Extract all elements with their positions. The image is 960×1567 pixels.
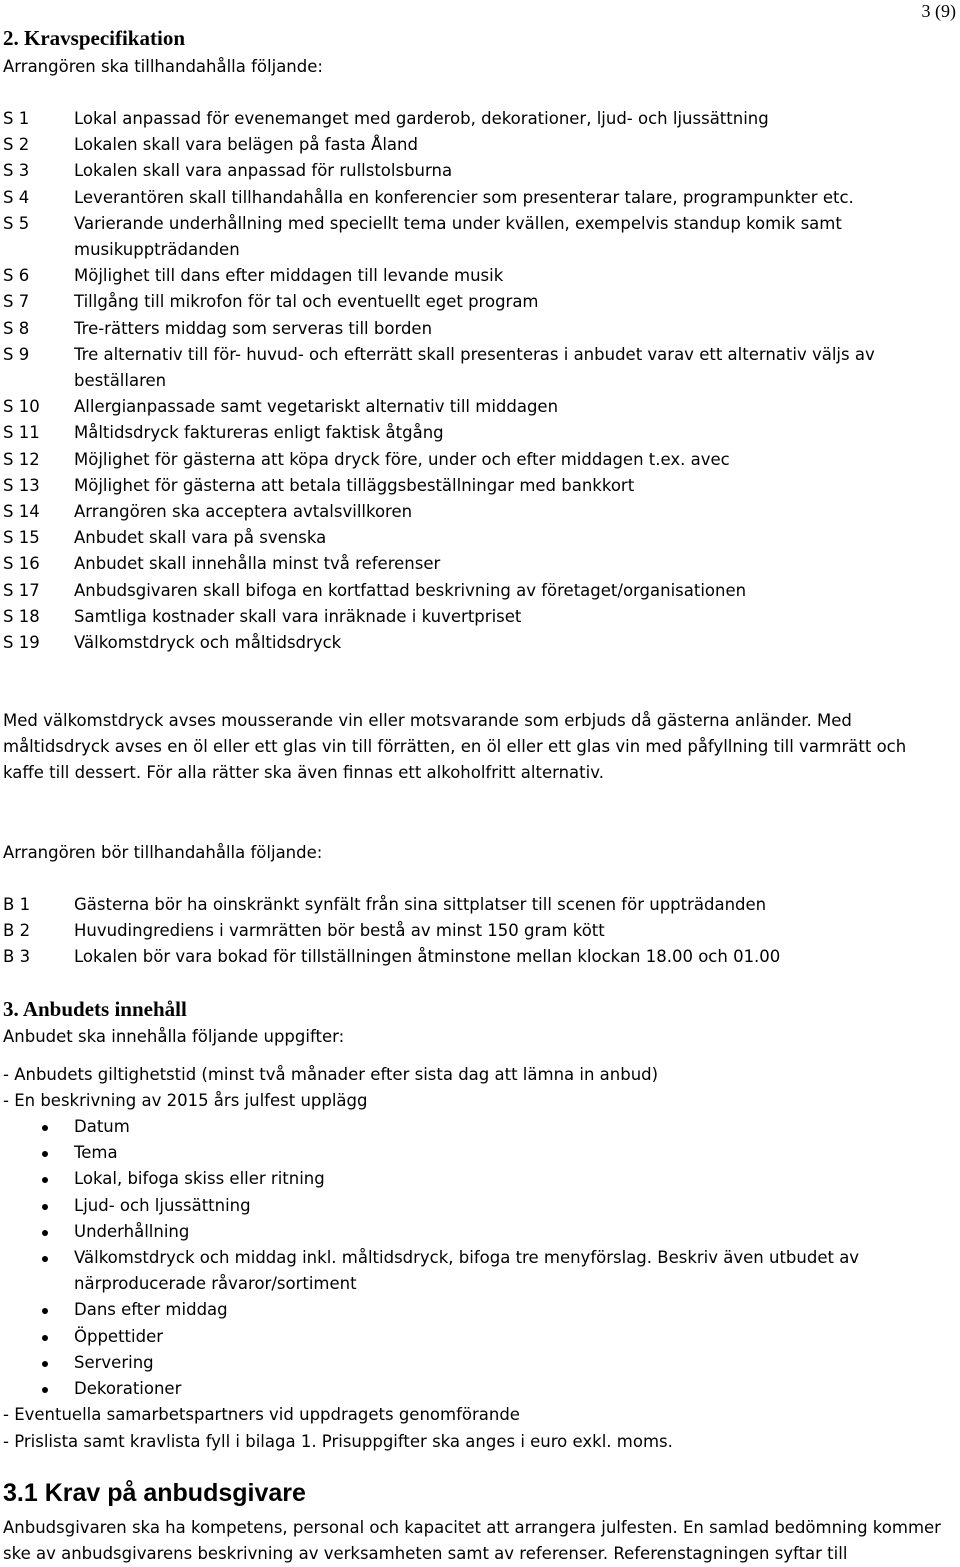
requirement-row <box>3 342 953 394</box>
requirement-row-text: Tillgång till mikrofon för tal och eventuellt eget program <box>74 292 539 312</box>
bullet-dot-icon <box>42 1308 48 1314</box>
section-3-intro: Anbudet ska innehålla följande uppgifter: <box>3 1027 345 1046</box>
bullet-text: Servering <box>74 1352 154 1372</box>
requirement-row <box>3 604 953 630</box>
should-row-code: B 1 <box>3 895 31 914</box>
bullet-item <box>0 1140 950 1166</box>
requirement-row-text: Arrangören ska acceptera avtalsvillkoren <box>74 502 413 522</box>
should-row <box>3 892 953 918</box>
bullet-dot-icon <box>42 1151 48 1157</box>
should-row <box>3 918 953 944</box>
requirement-row-text: Tre-rätters middag som serveras till borden <box>74 318 433 338</box>
bullet-item <box>0 1193 950 1219</box>
requirement-row <box>3 289 953 315</box>
requirements-list <box>3 106 953 656</box>
requirement-row <box>3 158 953 184</box>
requirement-row-text: Lokalen skall vara anpassad för rullstolsburna <box>74 161 453 181</box>
requirement-row <box>3 447 953 473</box>
requirement-row-text: Leverantören skall tillhandahålla en konferencier som presenterar talare, programpunkter etc. <box>74 187 854 207</box>
bullet-item <box>0 1324 950 1350</box>
bullet-text: Öppettider <box>74 1326 164 1346</box>
requirement-row <box>3 420 953 446</box>
dash-item-partners: - Eventuella samarbetspartners vid uppdragets genomförande <box>3 1405 520 1424</box>
requirement-row-text: Varierande underhållning med speciellt tema under kvällen, exempelvis standup komik samt musikuppträdanden <box>74 213 842 260</box>
requirement-row-code: S 19 <box>3 633 40 653</box>
requirement-row-text: Allergianpassade samt vegetariskt alternativ till middagen <box>74 397 559 417</box>
requirement-row-code: S 11 <box>3 423 40 443</box>
requirement-row <box>3 578 953 604</box>
requirement-row <box>3 132 953 158</box>
should-list <box>3 892 953 971</box>
bullet-item <box>0 1245 950 1297</box>
requirement-row-code: S 10 <box>3 397 40 417</box>
requirement-row <box>3 394 953 420</box>
should-row-code: B 3 <box>3 947 31 967</box>
requirement-row-code: S 17 <box>3 580 40 600</box>
requirement-row-code: S 15 <box>3 528 40 548</box>
should-row-text: Gästerna bör ha oinskränkt synfält från sina sittplatser till scenen för uppträdanden <box>74 895 767 914</box>
requirement-row-code: S 9 <box>3 344 30 364</box>
section-3-1-text: Anbudsgivaren ska ha kompetens, personal och kapacitet att arrangera julfesten. En samlad bedömning kommer ske av anbudsgivarens beskrivning av verksamheten samt av referenser. Referenstagningen syftar till <box>3 1518 941 1564</box>
bullet-list <box>0 1114 950 1402</box>
should-row <box>3 944 953 970</box>
requirement-row-code: S 8 <box>3 318 30 338</box>
requirement-row-code: S 6 <box>3 266 30 286</box>
bullet-dot-icon <box>42 1125 48 1131</box>
page-number: 3 (9) <box>921 1 956 21</box>
section-2-heading: 2. Kravspecifikation <box>3 26 185 50</box>
requirement-row <box>3 185 953 211</box>
requirement-row-text: Anbudet skall vara på svenska <box>74 528 327 548</box>
section-3-1-heading: 3.1 Krav på anbudsgivare <box>3 1479 306 1507</box>
should-row-code: B 2 <box>3 921 31 941</box>
requirement-row <box>3 499 953 525</box>
dash-item-description: - En beskrivning av 2015 års julfest upplägg <box>3 1091 368 1110</box>
bullet-item <box>0 1297 950 1323</box>
requirement-row-text: Möjlighet för gästerna att köpa dryck före, under och efter middagen t.ex. avec <box>74 449 730 469</box>
requirement-row-text: Samtliga kostnader skall vara inräknade i kuvertpriset <box>74 606 522 626</box>
requirement-row-code: S 3 <box>3 161 30 181</box>
bullet-text: Dans efter middag <box>74 1300 228 1320</box>
requirement-row <box>3 211 953 263</box>
bullet-dot-icon <box>42 1256 48 1262</box>
bullet-text: Lokal, bifoga skiss eller ritning <box>74 1169 325 1189</box>
should-row-text: Huvudingrediens i varmrätten bör bestå av minst 150 gram kött <box>74 921 605 941</box>
requirement-row <box>3 473 953 499</box>
requirement-row-code: S 4 <box>3 187 30 207</box>
should-row-text: Lokalen bör vara bokad för tillställningen åtminstone mellan klockan 18.00 och 01.00 <box>74 947 781 967</box>
requirement-row-text: Möjlighet till dans efter middagen till levande musik <box>74 266 504 286</box>
requirement-row <box>3 263 953 289</box>
dash-item-pricelist: - Prislista samt kravlista fyll i bilaga 1. Prisuppgifter ska anges i euro exkl. moms. <box>3 1432 673 1451</box>
requirement-row <box>3 316 953 342</box>
bullet-item <box>0 1376 950 1402</box>
bullet-text: Dekorationer <box>74 1379 182 1399</box>
bullet-text: Underhållning <box>74 1221 190 1241</box>
requirement-row-text: Tre alternativ till för- huvud- och efterrätt skall presenteras i anbudet varav ett alternativ väljs av beställaren <box>74 344 875 391</box>
requirement-row-text: Lokalen skall vara belägen på fasta Åland <box>74 135 418 155</box>
requirement-row-text: Anbudet skall innehålla minst två referenser <box>74 554 441 574</box>
requirement-row <box>3 106 953 132</box>
requirement-row <box>3 525 953 551</box>
requirement-row-text: Måltidsdryck faktureras enligt faktisk åtgång <box>74 423 444 443</box>
requirement-row-code: S 18 <box>3 606 40 626</box>
section-3-heading: 3. Anbudets innehåll <box>3 997 187 1021</box>
bullet-item <box>0 1350 950 1376</box>
requirement-row-code: S 7 <box>3 292 30 312</box>
bullet-item <box>0 1114 950 1140</box>
requirement-row-text: Lokal anpassad för evenemanget med garderob, dekorationer, ljud- och ljussättning <box>74 109 769 128</box>
should-intro: Arrangören bör tillhandahålla följande: <box>3 843 323 862</box>
bullet-dot-icon <box>42 1230 48 1236</box>
section-2-intro: Arrangören ska tillhandahålla följande: <box>3 57 323 76</box>
bullet-dot-icon <box>42 1177 48 1183</box>
bullet-dot-icon <box>42 1361 48 1367</box>
bullet-dot-icon <box>42 1335 48 1341</box>
requirement-row-text: Anbudsgivaren skall bifoga en kortfattad beskrivning av företaget/organisationen <box>74 580 747 600</box>
drink-note: Med välkomstdryck avses mousserande vin eller motsvarande som erbjuds då gästerna anländer. Med måltidsdryck avses en öl eller ett glas vin till förrätten, en öl eller ett glas vin med påfyllning till varmrätt och kaffe till dessert. För alla rätter ska även finnas ett alkoholfritt alternativ. <box>3 711 907 783</box>
requirement-row-code: S 16 <box>3 554 40 574</box>
bullet-dot-icon <box>42 1204 48 1210</box>
requirement-row-code: S 2 <box>3 135 30 155</box>
requirement-row-text: Möjlighet för gästerna att betala tilläggsbeställningar med bankkort <box>74 475 635 495</box>
requirement-row-text: Välkomstdryck och måltidsdryck <box>74 633 342 653</box>
requirement-row-code: S 14 <box>3 502 40 522</box>
bullet-dot-icon <box>42 1387 48 1393</box>
bullet-text: Datum <box>74 1117 130 1136</box>
requirement-row-code: S 5 <box>3 213 30 233</box>
bullet-text: Välkomstdryck och middag inkl. måltidsdryck, bifoga tre menyförslag. Beskriv även utbudet av närproducerade råvaror/sortiment <box>74 1248 860 1294</box>
dash-item-validity: - Anbudets giltighetstid (minst två månader efter sista dag att lämna in anbud) <box>3 1065 659 1084</box>
requirement-row-code: S 1 <box>3 109 30 128</box>
requirement-row <box>3 551 953 577</box>
requirement-row <box>3 630 953 656</box>
bullet-item <box>0 1166 950 1192</box>
requirement-row-code: S 13 <box>3 475 40 495</box>
bullet-text: Tema <box>74 1143 118 1163</box>
bullet-item <box>0 1219 950 1245</box>
requirement-row-code: S 12 <box>3 449 40 469</box>
bullet-text: Ljud- och ljussättning <box>74 1195 251 1215</box>
